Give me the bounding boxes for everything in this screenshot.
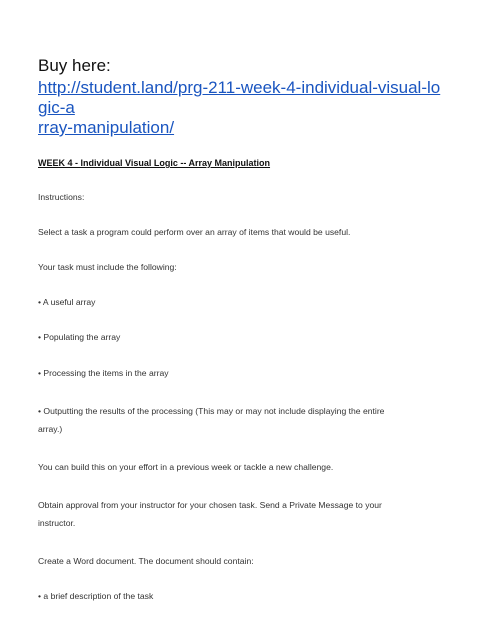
bullet-outputting-line-1: • Outputting the results of the processing (This may or may not include displaying the entire (38, 406, 385, 416)
product-link[interactable] (38, 78, 443, 138)
approval-instructions (38, 496, 458, 532)
approval-line-1: Obtain approval from your instructor for your chosen task. Send a Private Message to your (38, 500, 382, 510)
buy-here-label: Buy here: (38, 56, 111, 75)
bullet-outputting-line-2: array.) (38, 424, 63, 434)
approval-line-2: instructor. (38, 518, 76, 528)
instructions-label: Instructions: (38, 192, 85, 202)
task-description: Select a task a program could perform over an array of items that would be useful. (38, 227, 351, 237)
bullet-brief-description: • a brief description of the task (38, 591, 154, 601)
bullet-outputting-results (38, 402, 458, 438)
requirements-intro: Your task must include the following: (38, 262, 177, 272)
product-link-line-2[interactable]: rray-manipulation/ (38, 118, 175, 137)
build-on-effort: You can build this on your effort in a previous week or tackle a new challenge. (38, 462, 334, 472)
word-document-instruction: Create a Word document. The document should contain: (38, 556, 254, 566)
product-link-line-1[interactable]: http://student.land/prg-211-week-4-individual-visual-logic-a (38, 78, 441, 117)
bullet-processing-items: • Processing the items in the array (38, 368, 169, 378)
document-content (38, 56, 458, 602)
bullet-useful-array: • A useful array (38, 297, 96, 307)
bullet-populating-array: • Populating the array (38, 332, 121, 342)
assignment-heading: WEEK 4 - Individual Visual Logic -- Array Manipulation (38, 158, 271, 168)
